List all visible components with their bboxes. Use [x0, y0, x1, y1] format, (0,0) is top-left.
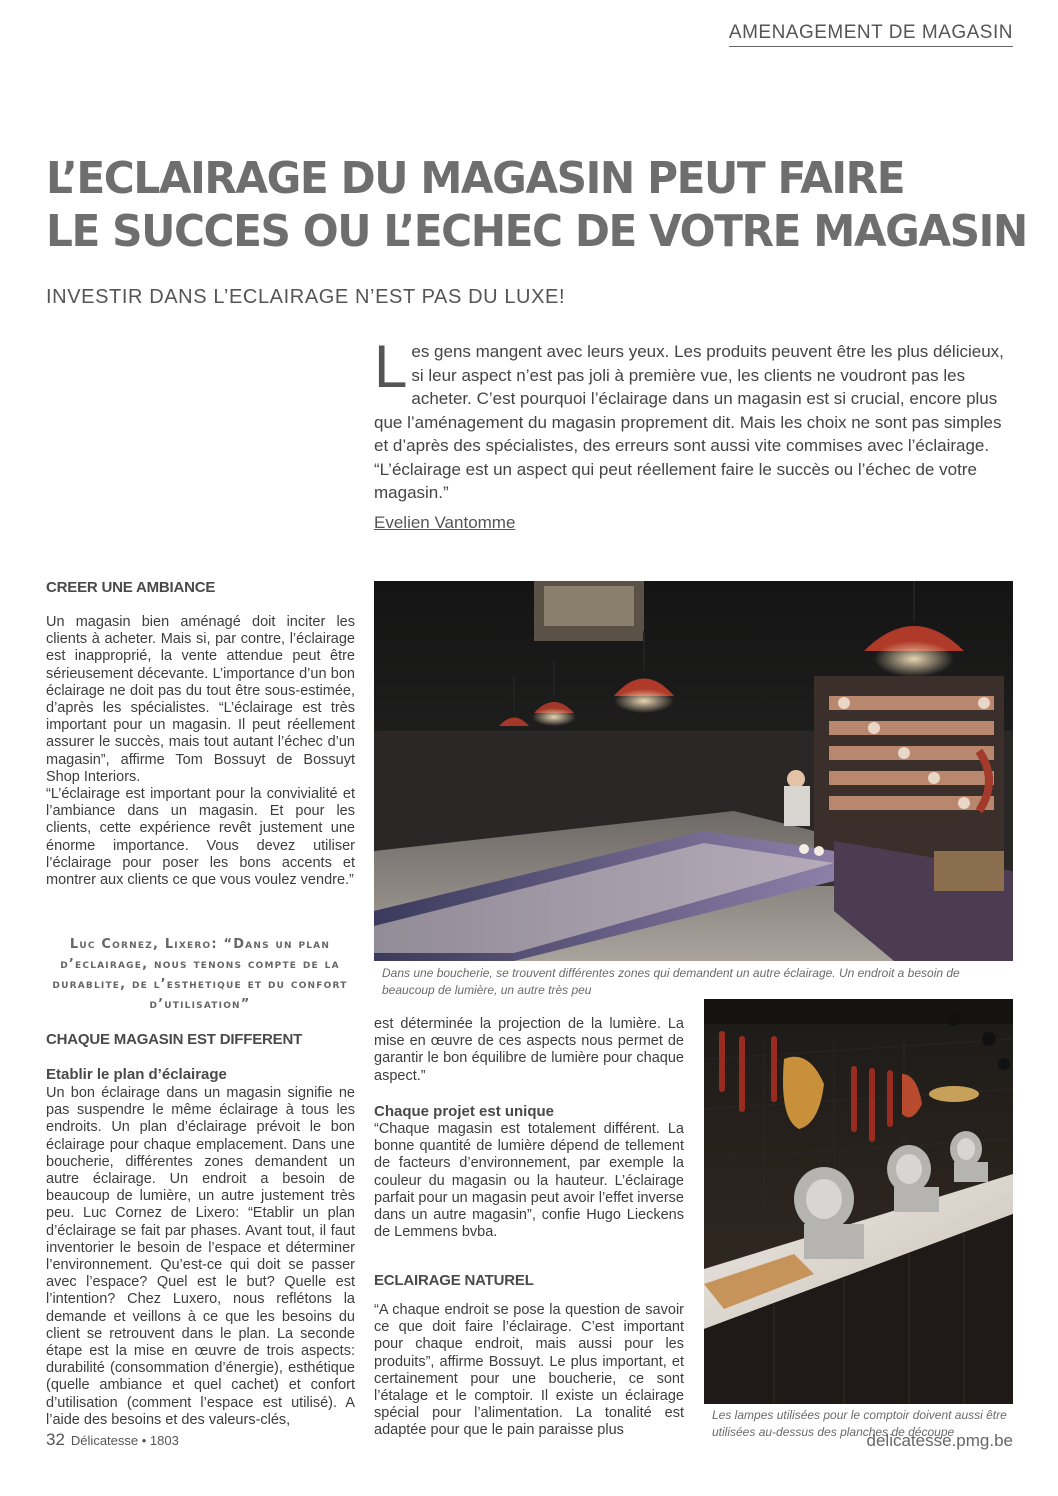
- publication-name: Délicatesse • 1803: [70, 1433, 179, 1448]
- paragraph: “L’éclairage est important pour la convivialité et l’ambiance dans un magasin. Et pour les clients, cette expérience revêt justement une énorme importance. Vous devez utiliser l’éclairage pour poser les bons accents et montrer aux clients ce que vous voulez vendre.”: [46, 786, 355, 889]
- heading-eclairage-naturel: ECLAIRAGE NATUREL: [374, 1272, 534, 1289]
- article-intro: [374, 333, 1014, 505]
- middle-column-projet: [374, 1121, 684, 1241]
- paragraph: est déterminée la projection de la lumière. La mise en œuvre de ces aspects nous permet de garantir le bon équilibre de lumière pour chaque aspect.”: [374, 1016, 684, 1084]
- pull-quote: Luc Cornez, Lixero: “Dans un plan d’eclairage, nous tenons compte de la durablite, de l’esthetique et du confort d’utilisation”: [52, 937, 348, 1012]
- photo-slicers-caption: Les lampes utilisées pour le comptoir doivent aussi être utilisées au-dessus des planches de découpe: [712, 1408, 1007, 1439]
- paragraph: “Chaque magasin est totalement différent. La bonne quantité de lumière dépend de tellement de facteurs d’environnement, par exemple la couleur du magasin ou la hauteur. L’éclairage parfait pour un magasin peut avoir l’effet inverse dans un autre magasin”, confie Hugo Lieckens de Lemmens bvba.: [374, 1121, 684, 1241]
- article-title-line-2: LE SUCCES OU L’ECHEC DE VOTRE MAGASIN: [46, 206, 1027, 257]
- photo-butcher-counter: [374, 581, 1013, 961]
- middle-column-top: [374, 1016, 684, 1085]
- footer-page-info: [46, 1430, 179, 1450]
- photo-slicers-counter-image: [704, 999, 1013, 1404]
- heading-chaque-magasin: CHAQUE MAGASIN EST DIFFERENT: [46, 1031, 303, 1048]
- photo-butcher-counter-image: [374, 581, 1013, 961]
- heading-creer-une-ambiance: CREER UNE AMBIANCE: [46, 579, 216, 596]
- left-column-body: [46, 1085, 355, 1429]
- left-column-intro: [46, 614, 355, 889]
- middle-column-naturel: [374, 1302, 684, 1440]
- footer-website-link[interactable]: delicatesse.pmg.be: [866, 1431, 1013, 1450]
- article-title-line-1: L’ECLAIRAGE DU MAGASIN PEUT FAIRE: [46, 153, 905, 204]
- article-title: [46, 152, 1027, 258]
- photo-slicers-counter: [704, 999, 1013, 1404]
- article-author: Evelien Vantomme: [374, 513, 516, 532]
- subheading-projet-unique: Chaque projet est unique: [374, 1103, 555, 1120]
- subheading-plan-eclairage: Etablir le plan d’éclairage: [46, 1066, 227, 1083]
- intro-dropcap: L: [374, 333, 408, 400]
- paragraph: Un bon éclairage dans un magasin signifie ne pas suspendre le même éclairage à tous les endroits. Un plan d’éclairage prévoit le bon éclairage pour chaque emplacement. Dans une boucherie, différentes zones demandent un autre éclairage. Un endroit a besoin de beaucoup de lumière, un autre justement très peu. Luc Cornez de Lixero: “Etablir un plan d’éclairage se fait par phases. Avant tout, il faut inventorier le besoin de l’espace et déterminer l’environnement. Qu’est-ce qui doit se passer avec l’espace? Quel est le but? Quelle est l’intention? Chez Luxero, nous reflétons la demande et veillons à ce que les besoins du client se retrouvent dans le plan. La seconde étape est la mise en œuvre de trois aspects: durabilité (consommation d’énergie), esthétique (quelle ambiance et quel cachet) et confort d’utilisation (comment l’espace est utilisé). A l’aide des besoins et des valeurs-clés,: [46, 1085, 355, 1428]
- page-number: 32: [46, 1430, 65, 1449]
- photo-butcher-caption: Dans une boucherie, se trouvent différentes zones qui demandent un autre éclairage. Un endroit a besoin de beaucoup de lumière, un autre très peu: [382, 966, 960, 997]
- paragraph: “A chaque endroit se pose la question de savoir ce que doit faire l’éclairage. C’est important pour chaque endroit, mais aussi pour les produits”, affirme Bossuyt. Le plus important, et certainement pour une boucherie, ce sont l’étalage et le comptoir. Il existe un éclairage spécial pour l’alimentation. La tonalité est adaptée pour que le pain paraisse plus: [374, 1302, 684, 1439]
- paragraph: Un magasin bien aménagé doit inciter les clients à acheter. Mais si, par contre, l’éclairage est inapproprié, la vente attendue peut être sérieusement décevante. L’importance d’un bon éclairage ne doit pas du tout être sous-estimée, d’après les spécialistes. “L’éclairage est très important pour un magasin. Il peut réellement assurer le succès, mais tout autant l’échec d’un magasin”, affirme Tom Bossuyt de Bossuyt Shop Interiors.: [46, 614, 355, 785]
- section-label: AMENAGEMENT DE MAGASIN: [729, 22, 1013, 47]
- intro-text: es gens mangent avec leurs yeux. Les produits peuvent être les plus délicieux, si leur aspect n’est pas joli à première vue, les clients ne voudront pas les acheter. C’est pourquoi l’éclairage dans un magasin est si crucial, encore plus que l’aménagement du magasin proprement dit. Mais les choix ne sont pas simples et d’après des spécialistes, des erreurs sont aussi vite commises avec l’éclairage. “L’éclairage est un aspect qui peut réellement faire le succès ou l’échec de votre magasin.”: [374, 342, 1004, 502]
- article-subtitle: INVESTIR DANS L’ECLAIRAGE N’EST PAS DU LUXE!: [46, 286, 566, 308]
